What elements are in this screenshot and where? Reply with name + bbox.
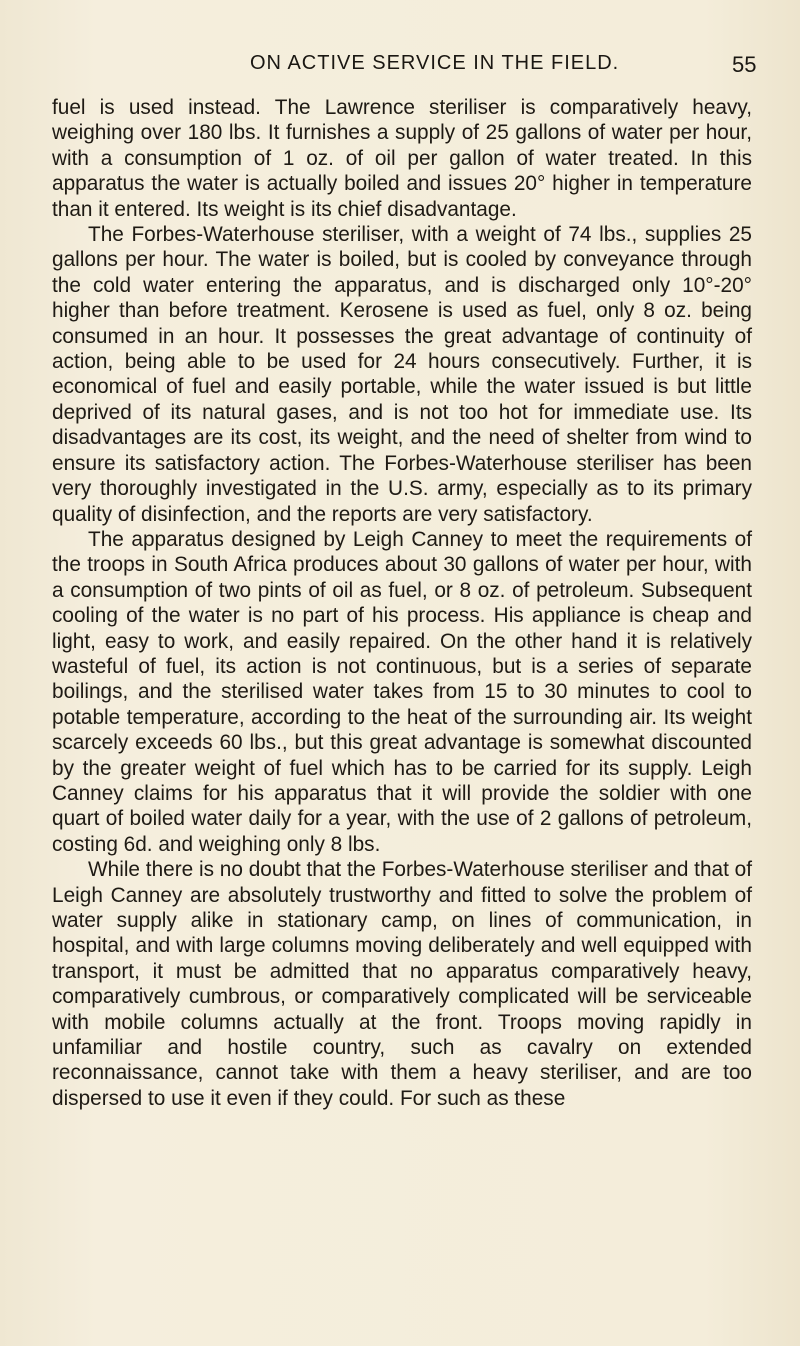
body-text: [52, 95, 752, 1111]
running-head: ON ACTIVE SERVICE IN THE FIELD.: [250, 52, 620, 74]
paragraph: fuel is used instead. The Lawrence steriliser is comparatively heavy, weighing over 180 lbs. It furnishes a supply of 25 gallons of water per hour, with a consumption of 1 oz. of oil per gallon of water treated. In this apparatus the water is actually boiled and issues 20° higher in temperature than it entered. Its weight is its chief disadvantage.: [52, 96, 752, 221]
page-number: 55: [732, 52, 757, 77]
paragraph: The apparatus designed by Leigh Canney to meet the requirements of the troops in South Africa produces about 30 gallons of water per hour, with a consumption of two pints of oil as fuel, or 8 oz. of petroleum. Subsequent cooling of the water is no part of his process. His appliance is cheap and light, easy to work, and easily repaired. On the other hand it is relatively wasteful of fuel, its action is not continuous, but is a series of separate boilings, and the sterilised water takes from 15 to 30 minutes to cool to potable temperature, according to the heat of the surrounding air. Its weight scarcely exceeds 60 lbs., but this great advantage is somewhat discounted by the greater weight of fuel which has to be carried for its supply. Leigh Canney claims for his apparatus that it will provide the soldier with one quart of boiled water daily for a year, with the use of 2 gallons of petroleum, costing 6d. and weighing only 8 lbs.: [52, 527, 752, 856]
page-header: [0, 52, 800, 82]
paragraph: The Forbes-Waterhouse steriliser, with a weight of 74 lbs., supplies 25 gallons per hour. The water is boiled, but is cooled by conveyance through the cold water entering the apparatus, and is discharged only 10°-20° higher than before treatment. Kerosene is used as fuel, only 8 oz. being consumed in an hour. It possesses the great advantage of continuity of action, being able to be used for 24 hours consecutively. Further, it is economical of fuel and easily portable, while the water issued is but little deprived of its natural gases, and is not too hot for immediate use. Its disadvantages are its cost, its weight, and the need of shelter from wind to ensure its satisfactory action. The Forbes-Waterhouse steriliser has been very thoroughly investigated in the U.S. army, especially as to its primary quality of disinfection, and the reports are very satisfactory.: [52, 223, 752, 526]
paragraph: While there is no doubt that the Forbes-Waterhouse steriliser and that of Leigh Canney are absolutely trustworthy and fitted to solve the problem of water supply alike in stationary camp, on lines of communication, in hospital, and with large columns moving deliberately and well equipped with transport, it must be admitted that no apparatus comparatively heavy, comparatively cumbrous, or comparatively complicated will be serviceable with mobile columns actually at the front. Troops moving rapidly in unfamiliar and hostile country, such as cavalry on extended reconnaissance, cannot take with them a heavy steriliser, and are too dispersed to use it even if they could. For such as these: [52, 858, 752, 1110]
